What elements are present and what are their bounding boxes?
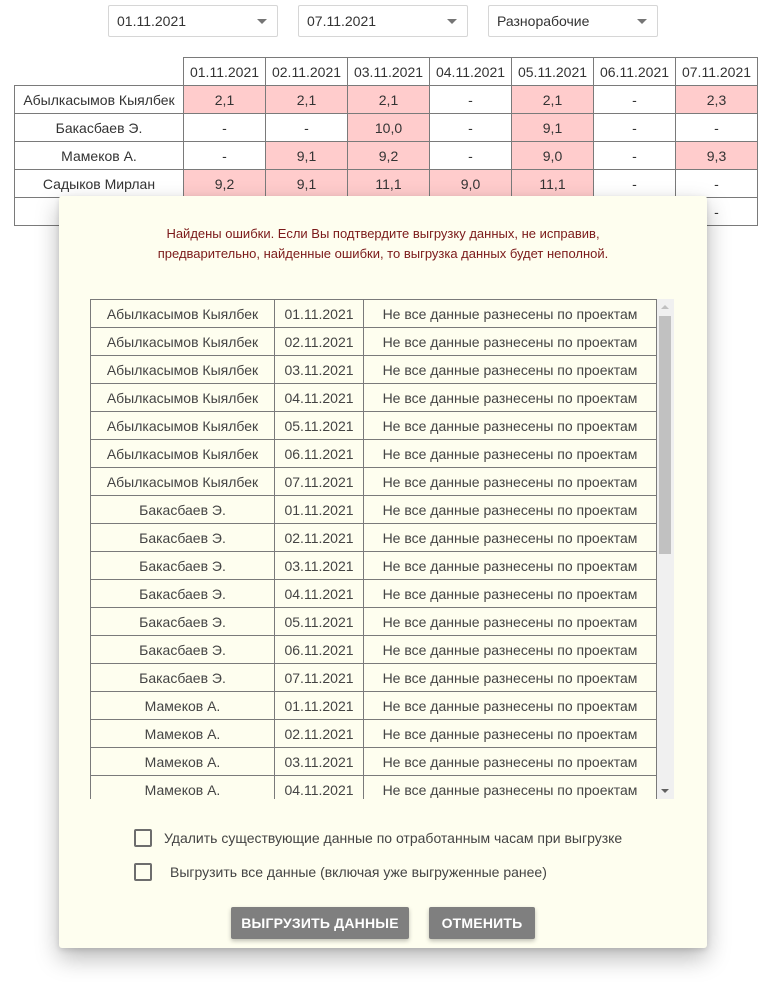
error-message: Не все данные разнесены по проектам	[364, 300, 657, 328]
hours-cell: -	[594, 86, 676, 114]
cancel-button[interactable]: ОТМЕНИТЬ	[429, 907, 535, 939]
error-message: Не все данные разнесены по проектам	[364, 636, 657, 664]
error-row	[91, 524, 657, 552]
error-employee: Абылкасымов Кыялбек	[91, 356, 275, 384]
chevron-down-icon	[447, 19, 457, 24]
category-select[interactable]	[488, 5, 658, 37]
error-message: Не все данные разнесены по проектам	[364, 356, 657, 384]
summary-date-header: 07.11.2021	[676, 58, 758, 86]
summary-corner	[15, 58, 184, 86]
hours-cell: -	[184, 114, 266, 142]
error-date: 05.11.2021	[275, 608, 364, 636]
error-row	[91, 748, 657, 776]
hours-cell: 11,1	[512, 170, 594, 198]
warning-line-2: предварительно, найденные ошибки, то выгрузка данных будет неполной.	[157, 246, 609, 261]
error-row	[91, 692, 657, 720]
error-date: 01.11.2021	[275, 300, 364, 328]
error-date: 05.11.2021	[275, 412, 364, 440]
error-message: Не все данные разнесены по проектам	[364, 748, 657, 776]
delete-existing-label: Удалить существующие данные по отработанным часам при выгрузке	[164, 830, 623, 846]
hours-cell: 9,0	[430, 170, 512, 198]
chevron-down-icon	[637, 19, 647, 24]
summary-header-row	[15, 58, 758, 86]
export-errors-dialog	[59, 196, 707, 948]
error-row	[91, 384, 657, 412]
export-data-button[interactable]: ВЫГРУЗИТЬ ДАННЫЕ	[231, 907, 409, 939]
error-employee: Бакасбаев Э.	[91, 608, 275, 636]
hours-cell: 9,1	[512, 114, 594, 142]
error-employee: Абылкасымов Кыялбек	[91, 440, 275, 468]
error-message: Не все данные разнесены по проектам	[364, 412, 657, 440]
error-date: 01.11.2021	[275, 692, 364, 720]
error-date: 04.11.2021	[275, 776, 364, 800]
scrollbar-thumb[interactable]	[659, 316, 671, 554]
error-employee: Мамеков А.	[91, 720, 275, 748]
error-date: 04.11.2021	[275, 384, 364, 412]
error-message: Не все данные разнесены по проектам	[364, 328, 657, 356]
error-employee: Мамеков А.	[91, 748, 275, 776]
error-message: Не все данные разнесены по проектам	[364, 608, 657, 636]
error-message: Не все данные разнесены по проектам	[364, 776, 657, 800]
error-row	[91, 496, 657, 524]
error-row	[91, 636, 657, 664]
error-message: Не все данные разнесены по проектам	[364, 524, 657, 552]
error-row	[91, 440, 657, 468]
error-row	[91, 552, 657, 580]
delete-existing-checkbox[interactable]	[134, 829, 152, 847]
error-employee: Бакасбаев Э.	[91, 664, 275, 692]
employee-name: Садыков Мирлан	[15, 170, 184, 198]
error-row	[91, 776, 657, 800]
error-row	[91, 664, 657, 692]
error-message: Не все данные разнесены по проектам	[364, 552, 657, 580]
error-message: Не все данные разнесены по проектам	[364, 580, 657, 608]
error-row	[91, 300, 657, 328]
summary-date-header: 03.11.2021	[348, 58, 430, 86]
summary-row	[15, 142, 758, 170]
hours-cell: -	[430, 114, 512, 142]
error-message: Не все данные разнесены по проектам	[364, 440, 657, 468]
error-date: 06.11.2021	[275, 440, 364, 468]
hours-cell: -	[676, 114, 758, 142]
error-employee: Абылкасымов Кыялбек	[91, 328, 275, 356]
error-date: 01.11.2021	[275, 496, 364, 524]
summary-date-header: 06.11.2021	[594, 58, 676, 86]
category-value: Разнорабочие	[497, 13, 590, 29]
employee-name: Мамеков А.	[15, 142, 184, 170]
export-all-checkbox[interactable]	[134, 863, 152, 881]
hours-cell: 2,3	[676, 86, 758, 114]
summary-date-header: 01.11.2021	[184, 58, 266, 86]
hours-cell: -	[594, 170, 676, 198]
warning-line-1: Найдены ошибки. Если Вы подтвердите выгрузку данных, не исправив,	[166, 226, 600, 241]
hours-cell: 2,1	[266, 86, 348, 114]
error-employee: Мамеков А.	[91, 776, 275, 800]
hours-cell: 9,3	[676, 142, 758, 170]
error-row	[91, 608, 657, 636]
chevron-down-icon	[257, 19, 267, 24]
summary-date-header: 05.11.2021	[512, 58, 594, 86]
employee-name: Бакасбаев Э.	[15, 114, 184, 142]
delete-existing-option[interactable]	[134, 828, 622, 848]
error-date: 02.11.2021	[275, 720, 364, 748]
error-date: 03.11.2021	[275, 748, 364, 776]
error-employee: Бакасбаев Э.	[91, 496, 275, 524]
date-from-value: 01.11.2021	[117, 13, 187, 29]
hours-cell: -	[266, 114, 348, 142]
error-date: 02.11.2021	[275, 328, 364, 356]
error-date: 07.11.2021	[275, 664, 364, 692]
summary-row	[15, 114, 758, 142]
error-employee: Бакасбаев Э.	[91, 580, 275, 608]
hours-cell: 11,1	[348, 170, 430, 198]
date-from-select[interactable]	[108, 5, 278, 37]
error-row	[91, 720, 657, 748]
error-employee: Абылкасымов Кыялбек	[91, 468, 275, 496]
date-to-select[interactable]	[298, 5, 468, 37]
hours-cell: -	[430, 142, 512, 170]
error-employee: Абылкасымов Кыялбек	[91, 300, 275, 328]
hours-cell: 2,1	[348, 86, 430, 114]
hours-cell: -	[594, 114, 676, 142]
export-all-option[interactable]	[134, 862, 547, 882]
error-employee: Абылкасымов Кыялбек	[91, 384, 275, 412]
hours-cell: 2,1	[512, 86, 594, 114]
error-employee: Абылкасымов Кыялбек	[91, 412, 275, 440]
errors-table	[90, 299, 657, 799]
hours-cell: -	[676, 170, 758, 198]
error-message: Не все данные разнесены по проектам	[364, 384, 657, 412]
error-employee: Бакасбаев Э.	[91, 636, 275, 664]
error-message: Не все данные разнесены по проектам	[364, 496, 657, 524]
error-date: 03.11.2021	[275, 552, 364, 580]
warning-message	[59, 224, 707, 264]
hours-cell: 9,2	[348, 142, 430, 170]
error-date: 07.11.2021	[275, 468, 364, 496]
error-row	[91, 328, 657, 356]
error-employee: Бакасбаев Э.	[91, 524, 275, 552]
error-employee: Бакасбаев Э.	[91, 552, 275, 580]
error-row	[91, 468, 657, 496]
error-message: Не все данные разнесены по проектам	[364, 692, 657, 720]
errors-scrollbar[interactable]	[657, 299, 674, 799]
scroll-up-arrow-icon[interactable]	[661, 305, 669, 309]
errors-list-container[interactable]	[90, 299, 674, 799]
hours-cell: 9,1	[266, 170, 348, 198]
hours-cell: -	[676, 198, 758, 226]
hours-cell: -	[184, 142, 266, 170]
export-all-label: Выгрузить все данные (включая уже выгруженные ранее)	[170, 864, 547, 880]
hours-cell: 10,0	[348, 114, 430, 142]
error-row	[91, 580, 657, 608]
summary-row	[15, 170, 758, 198]
error-date: 02.11.2021	[275, 524, 364, 552]
summary-date-header: 02.11.2021	[266, 58, 348, 86]
error-employee: Мамеков А.	[91, 692, 275, 720]
scroll-down-arrow-icon[interactable]	[661, 789, 669, 793]
hours-cell: 9,0	[512, 142, 594, 170]
hours-cell: 2,1	[184, 86, 266, 114]
error-message: Не все данные разнесены по проектам	[364, 664, 657, 692]
hours-cell: 9,2	[184, 170, 266, 198]
summary-date-header: 04.11.2021	[430, 58, 512, 86]
date-to-value: 07.11.2021	[307, 13, 377, 29]
hours-cell: -	[430, 86, 512, 114]
error-row	[91, 412, 657, 440]
error-date: 04.11.2021	[275, 580, 364, 608]
hours-cell: 9,1	[266, 142, 348, 170]
error-row	[91, 356, 657, 384]
summary-row	[15, 86, 758, 114]
error-message: Не все данные разнесены по проектам	[364, 468, 657, 496]
error-date: 06.11.2021	[275, 636, 364, 664]
error-message: Не все данные разнесены по проектам	[364, 720, 657, 748]
hours-cell: -	[594, 142, 676, 170]
employee-name: Абылкасымов Кыялбек	[15, 86, 184, 114]
error-date: 03.11.2021	[275, 356, 364, 384]
